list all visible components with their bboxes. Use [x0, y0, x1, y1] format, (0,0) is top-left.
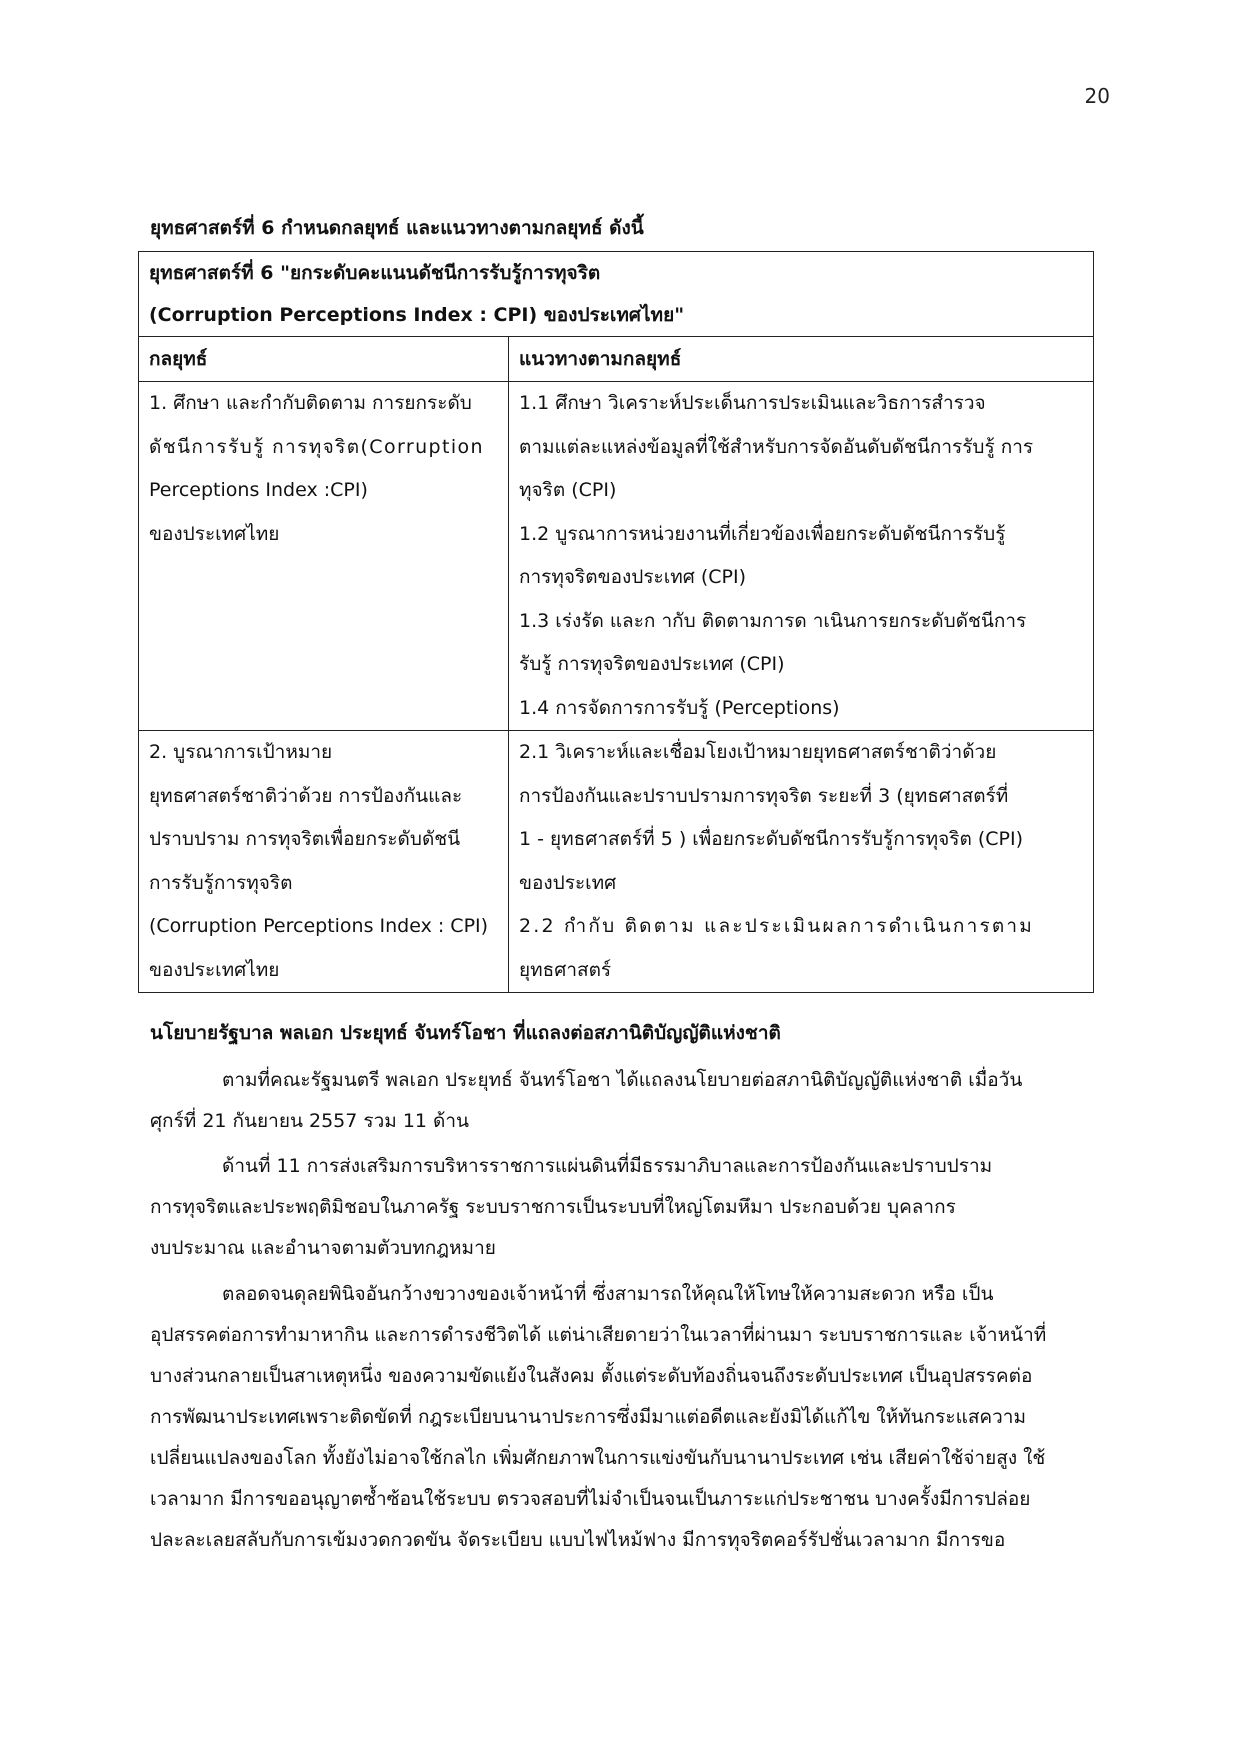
table-title-line: ยุทธศาสตร์ที่ 6 "ยกระดับคะแนนดัชนีการรับรู้การทุจริต — [149, 262, 601, 284]
strategy-table — [138, 251, 1094, 993]
cell-line: 2.1 วิเคราะห์และเชื่อมโยงเป้าหมายยุทธศาสตร์ชาติว่าด้วย — [519, 741, 997, 763]
cell-line: รับรู้ การทุจริตของประเทศ (CPI) — [519, 653, 785, 675]
guideline-cell — [509, 382, 1094, 731]
cell-line: ตามแต่ละแหล่งข้อมูลที่ใช้สำหรับการจัดอันดับดัชนีการรับรู้ การ — [519, 435, 1034, 458]
paragraph-line: ตลอดจนดุลยพินิจอันกว้างขวางของเจ้าหน้าที่ ซึ่งสามารถให้คุณให้โทษให้ความสะดวก หรือ เป็น — [222, 1283, 994, 1305]
paragraph-line: อุปสรรคต่อการทำมาหากิน และการดำรงชีวิตได้ แต่น่าเสียดายว่าในเวลาที่ผ่านมา ระบบราชการและ เจ้าหน้าที่ — [150, 1324, 1047, 1346]
cell-line: ปราบปราม การทุจริตเพื่อยกระดับดัชนี — [149, 828, 461, 850]
table-title-line: (Corruption Perceptions Index : CPI) ของประเทศไทย" — [149, 304, 685, 326]
table-header-row — [139, 337, 1094, 382]
paragraph-line: บางส่วนกลายเป็นสาเหตุหนึ่ง ของความขัดแย้งในสังคม ตั้งแต่ระดับท้องถิ่นจนถึงระดับประเทศ เป็นอุปสรรคต่อ — [150, 1365, 1033, 1387]
paragraph-line: ศุกร์ที่ 21 กันยายน 2557 รวม 11 ด้าน — [150, 1110, 470, 1132]
cell-line: ยุทธศาสตร์ — [519, 958, 612, 981]
paragraph — [150, 1274, 1105, 1561]
cell-line: 1. ศึกษา และกำกับติดตาม การยกระดับ — [149, 392, 472, 414]
cell-line: ดัชนีการรับรู้ การทุจริต(Corruption — [149, 435, 484, 458]
cell-line: 1.3 เร่งรัด และก ากับ ติดตามการด าเนินการยกระดับดัชนีการ — [519, 609, 1027, 632]
cell-line: ยุทธศาสตร์ชาติว่าด้วย การป้องกันและ — [149, 784, 463, 807]
column-header-guideline: แนวทางตามกลยุทธ์ — [509, 337, 1094, 382]
table-row — [139, 382, 1094, 731]
cell-line: 1.2 บูรณาการหน่วยงานที่เกี่ยวข้องเพื่อยกระดับดัชนีการรับรู้ — [519, 522, 1006, 545]
policy-heading: นโยบายรัฐบาล พลเอก ประยุทธ์ จันทร์โอชา ที่แถลงต่อสภานิติบัญญัติแห่งชาติ — [150, 1022, 781, 1044]
cell-line: การรับรู้การทุจริต — [149, 871, 293, 894]
paragraph-line: ปละละเลยสลับกับการเข้มงวดกวดขัน จัดระเบียบ แบบไฟไหม้ฟาง มีการทุจริตคอร์รัปชั่นเวลามาก มีการขอ — [150, 1529, 1006, 1551]
paragraph — [150, 1146, 1105, 1269]
cell-line: ของประเทศ — [519, 871, 617, 894]
cell-line: 2. บูรณาการเป้าหมาย — [149, 741, 333, 763]
section-heading: ยุทธศาสตร์ที่ 6 กำหนดกลยุทธ์ และแนวทางตามกลยุทธ์ ดังนี้ — [150, 217, 644, 239]
cell-line: ของประเทศไทย — [149, 958, 280, 981]
table-title-cell — [139, 252, 1094, 337]
strategy-cell — [139, 731, 509, 993]
cell-line: การป้องกันและปราบปรามการทุจริต ระยะที่ 3 (ยุทธศาสตร์ที่ — [519, 784, 1009, 807]
cell-line: 1.4 การจัดการการรับรู้ (Perceptions) — [519, 696, 840, 719]
paragraph-line: ด้านที่ 11 การส่งเสริมการบริหารราชการแผ่นดินที่มีธรรมาภิบาลและการป้องกันและปราบปราม — [222, 1155, 993, 1177]
cell-line: (Corruption Perceptions Index : CPI) — [149, 915, 489, 937]
page-number: 20 — [1084, 84, 1110, 108]
guideline-cell — [509, 731, 1094, 993]
table-title-row — [139, 252, 1094, 337]
cell-line: ของประเทศไทย — [149, 522, 280, 545]
paragraph-line: งบประมาณ และอำนาจตามตัวบทกฎหมาย — [150, 1237, 496, 1259]
cell-line: 1 - ยุทธศาสตร์ที่ 5 ) เพื่อยกระดับดัชนีการรับรู้การทุจริต (CPI) — [519, 828, 1024, 850]
paragraph — [150, 1060, 1105, 1142]
table-row — [139, 731, 1094, 993]
cell-line: 2.2 กำกับ ติดตาม และประเมินผลการดำเนินการตาม — [519, 915, 1034, 937]
paragraph-line: ตามที่คณะรัฐมนตรี พลเอก ประยุทธ์ จันทร์โอชา ได้แถลงนโยบายต่อสภานิติบัญญัติแห่งชาติ เมื่อวัน — [222, 1069, 1023, 1091]
paragraph-line: การพัฒนาประเทศเพราะติดขัดที่ กฎระเบียบนานาประการซึ่งมีมาแต่อดีตและยังมิได้แก้ไข ให้ทันกระแสความ — [150, 1406, 1026, 1428]
cell-line: การทุจริตของประเทศ (CPI) — [519, 566, 746, 588]
cell-line: 1.1 ศึกษา วิเคราะห์ประเด็นการประเมินและวิธการสำรวจ — [519, 392, 986, 414]
paragraph-line: เวลามาก มีการขออนุญาตซ้ำซ้อนใช้ระบบ ตรวจสอบที่ไม่จำเป็นจนเป็นภาระแก่ประชาชน บางครั้งมีการปล่อย — [150, 1488, 1031, 1510]
column-header-strategy: กลยุทธ์ — [139, 337, 509, 382]
cell-line: Perceptions Index :CPI) — [149, 479, 368, 501]
paragraph-line: การทุจริตและประพฤติมิชอบในภาครัฐ ระบบราชการเป็นระบบที่ใหญ่โตมหึมา ประกอบด้วย บุคลากร — [150, 1196, 956, 1218]
strategy-cell — [139, 382, 509, 731]
cell-line: ทุจริต (CPI) — [519, 479, 617, 501]
paragraph-line: เปลี่ยนแปลงของโลก ทั้งยังไม่อาจใช้กลไก เพิ่มศักยภาพในการแข่งขันกับนานาประเทศ เช่น เสียค่าใช้จ่ายสูง ใช้ — [150, 1447, 1046, 1469]
